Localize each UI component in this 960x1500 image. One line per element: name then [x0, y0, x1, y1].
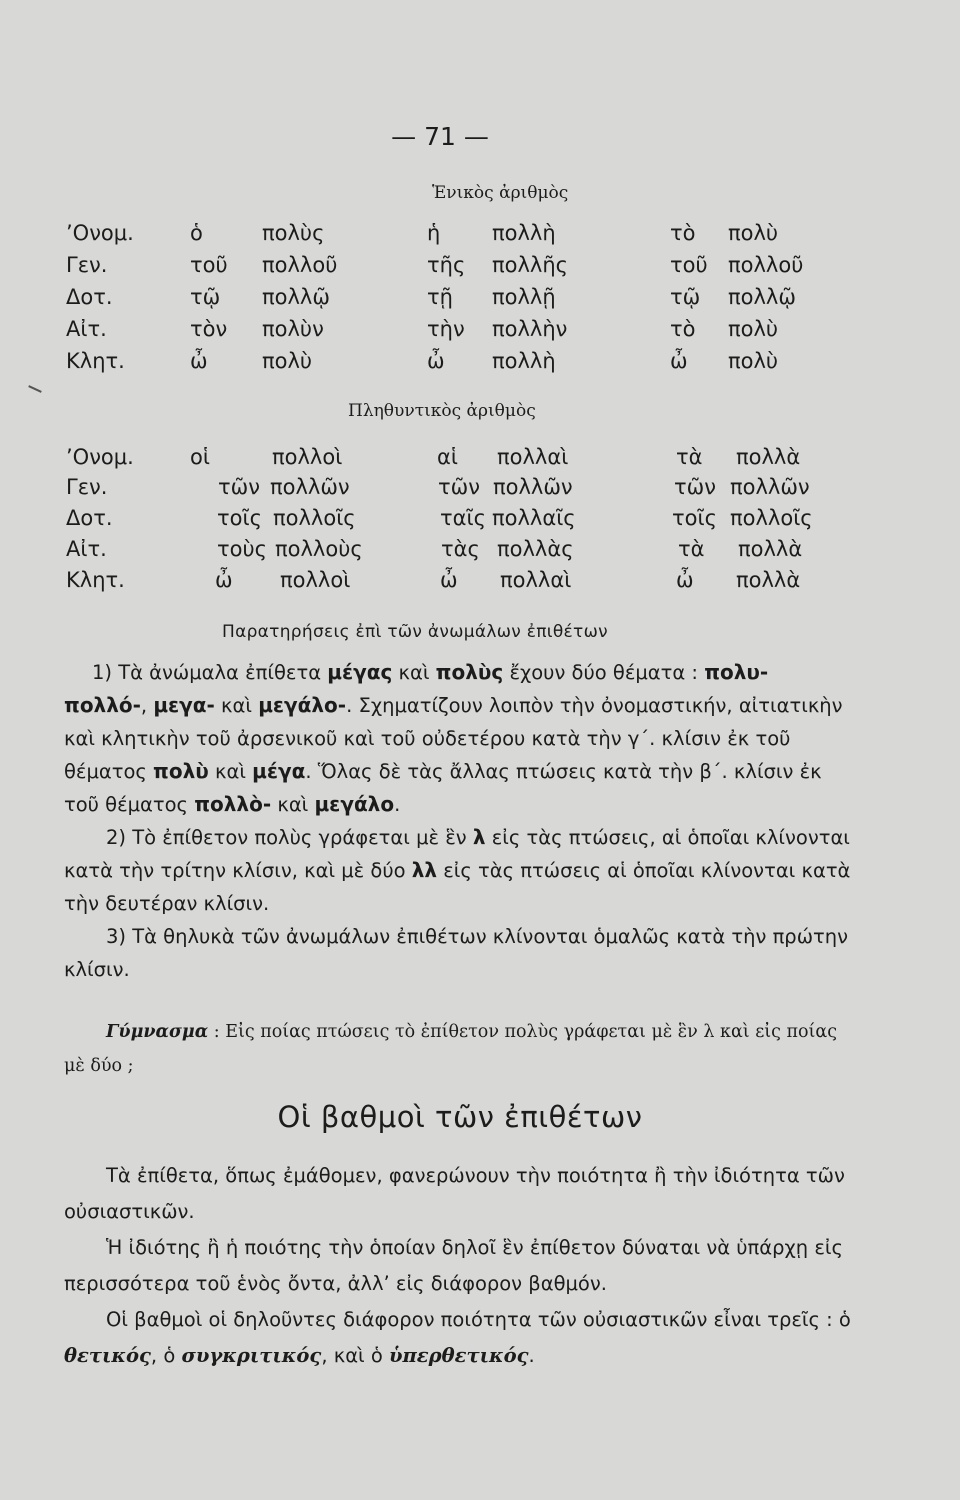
- article-neut: τοῖς: [672, 506, 717, 530]
- article-fem: τῇ: [427, 285, 453, 309]
- exercise: [64, 1015, 854, 1083]
- case-label: Αἰτ.: [66, 317, 107, 341]
- case-label: ’Ονομ.: [66, 221, 134, 245]
- form-neut: πολὺ: [728, 317, 779, 341]
- singular-heading: Ἑνικὸς ἀριθμὸς: [432, 183, 569, 203]
- observations-body: [64, 656, 854, 986]
- form-fem: πολλῇ: [492, 285, 556, 309]
- article-fem: τῆς: [427, 253, 466, 277]
- form-neut: πολλοῖς: [730, 506, 813, 530]
- case-label: Κλητ.: [66, 349, 125, 373]
- article-fem: ἡ: [427, 221, 441, 245]
- form-fem: πολλὴ: [492, 349, 556, 373]
- observations-title: Παρατηρήσεις ἐπὶ τῶν ἀνωμάλων ἐπιθέτων: [222, 622, 608, 642]
- form-neut: πολλὰ: [736, 568, 801, 592]
- article-fem: ταῖς: [440, 506, 486, 530]
- exercise-text: : Εἰς ποίας πτώσεις τὸ ἐπίθετον πολὺς γράφεται μὲ ἓν λ καὶ εἰς ποίας μὲ δύο ;: [64, 1022, 838, 1076]
- form-masc: πολὺν: [262, 317, 324, 341]
- article-fem: τὴν: [427, 317, 465, 341]
- article-masc: τοῦ: [190, 253, 228, 277]
- article-masc: τοῖς: [217, 506, 262, 530]
- article-fem: ὦ: [440, 568, 458, 592]
- exercise-label: Γύμνασμα: [106, 1022, 209, 1042]
- case-label: Γεν.: [66, 475, 108, 499]
- section-paragraph-2: Ἡ ἰδιότης ἢ ἡ ποιότης τὴν ὁποίαν δηλοῖ ἓν ἐπίθετον δύναται νὰ ὑπάρχῃ εἰς περισσότερα τοῦ ἑνὸς ὄντα, ἀλλ’ εἰς διάφορον βαθμόν.: [64, 1236, 843, 1295]
- form-masc: πολλοῦ: [262, 253, 338, 277]
- article-neut: τῷ: [670, 285, 701, 309]
- article-neut: τὸ: [670, 221, 696, 245]
- case-label: Δοτ.: [66, 285, 113, 309]
- form-neut: πολλοῦ: [728, 253, 804, 277]
- form-fem: πολλὰς: [497, 537, 574, 561]
- article-masc: ὦ: [190, 349, 208, 373]
- article-fem: αἱ: [437, 445, 458, 469]
- article-fem: τῶν: [438, 475, 480, 499]
- article-masc: τοὺς: [217, 537, 267, 561]
- form-fem: πολλὴ: [492, 221, 556, 245]
- form-neut: πολὺ: [728, 349, 779, 373]
- article-neut: τὰ: [676, 445, 703, 469]
- observation-1: 1) Τὰ ἀνώμαλα ἐπίθετα μέγας καὶ πολὺς ἔχουν δύο θέματα : πολυ- πολλό-, μεγα- καὶ μεγάλο-. Σχηματίζουν λοιπὸν τὴν ὀνομαστικήν, αἰτιατικὴν καὶ κλητικὴν τοῦ ἀρσενικοῦ καὶ τοῦ οὐδετέρου κατὰ τὴν γ΄. κλίσιν ἐκ τοῦ θέματος πολὺ καὶ μέγα. Ὅλας δὲ τὰς ἄλλας πτώσεις κατὰ τὴν β΄. κλίσιν ἐκ τοῦ θέματος πολλὸ- καὶ μεγάλο.: [64, 660, 843, 816]
- form-masc: πολλοῖς: [273, 506, 356, 530]
- form-fem: πολλὴν: [492, 317, 568, 341]
- article-neut: τῶν: [674, 475, 716, 499]
- page-number: — 71 —: [391, 122, 489, 151]
- stray-mark: [28, 385, 42, 393]
- form-neut: πολλὰ: [738, 537, 803, 561]
- form-fem: πολλῆς: [492, 253, 568, 277]
- plural-heading: Πληθυντικὸς ἀριθμὸς: [348, 401, 536, 421]
- article-masc: οἱ: [190, 445, 210, 469]
- article-masc: ὦ: [215, 568, 233, 592]
- case-label: Αἰτ.: [66, 537, 107, 561]
- article-neut: τὰ: [678, 537, 705, 561]
- section-body: [64, 1158, 854, 1374]
- form-neut: πολὺ: [728, 221, 779, 245]
- article-fem: ὦ: [427, 349, 445, 373]
- form-fem: πολλαῖς: [492, 506, 576, 530]
- section-paragraph-3: Οἱ βαθμοὶ οἱ δηλοῦντες διάφορον ποιότητα τῶν οὐσιαστικῶν εἶναι τρεῖς : ὁ θετικός, ὁ συγκριτικός, καὶ ὁ ὑπερθετικός.: [64, 1308, 851, 1367]
- form-neut: πολλὰ: [736, 445, 801, 469]
- form-masc: πολὺς: [262, 221, 325, 245]
- article-fem: τὰς: [441, 537, 480, 561]
- case-label: Δοτ.: [66, 506, 113, 530]
- article-neut: ὦ: [670, 349, 688, 373]
- section-title: Οἱ βαθμοὶ τῶν ἐπιθέτων: [277, 1100, 643, 1134]
- form-neut: πολλῷ: [728, 285, 796, 309]
- form-fem: πολλαὶ: [497, 445, 569, 469]
- article-masc: τῷ: [190, 285, 221, 309]
- article-neut: τὸ: [670, 317, 696, 341]
- form-masc: πολλοὶ: [272, 445, 343, 469]
- case-label: Κλητ.: [66, 568, 125, 592]
- form-masc: πολλοὺς: [275, 537, 363, 561]
- observation-2: 2) Τὸ ἐπίθετον πολὺς γράφεται μὲ ἓν λ εἰς τὰς πτώσεις, αἱ ὁποῖαι κλίνονται κατὰ τὴν τρίτην κλίσιν, καὶ μὲ δύο λλ εἰς τὰς πτώσεις αἱ ὁποῖαι κλίνονται κατὰ τὴν δευτέραν κλίσιν.: [64, 825, 851, 915]
- article-masc: τῶν: [218, 475, 260, 499]
- form-fem: πολλαὶ: [500, 568, 572, 592]
- form-masc: πολλῶν: [270, 475, 350, 499]
- article-neut: τοῦ: [670, 253, 708, 277]
- form-masc: πολλοὶ: [280, 568, 351, 592]
- form-masc: πολὺ: [262, 349, 313, 373]
- form-fem: πολλῶν: [493, 475, 573, 499]
- section-paragraph-1: Τὰ ἐπίθετα, ὅπως ἐμάθομεν, φανερώνουν τὴν ποιότητα ἢ τὴν ἰδιότητα τῶν οὐσιαστικῶν.: [64, 1164, 845, 1223]
- form-neut: πολλῶν: [730, 475, 810, 499]
- form-masc: πολλῷ: [262, 285, 330, 309]
- case-label: Γεν.: [66, 253, 108, 277]
- article-masc: τὸν: [190, 317, 228, 341]
- case-label: ’Ονομ.: [66, 445, 134, 469]
- observation-3: 3) Τὰ θηλυκὰ τῶν ἀνωμάλων ἐπιθέτων κλίνονται ὁμαλῶς κατὰ τὴν πρώτην κλίσιν.: [64, 925, 849, 981]
- article-neut: ὦ: [676, 568, 694, 592]
- article-masc: ὁ: [190, 221, 203, 245]
